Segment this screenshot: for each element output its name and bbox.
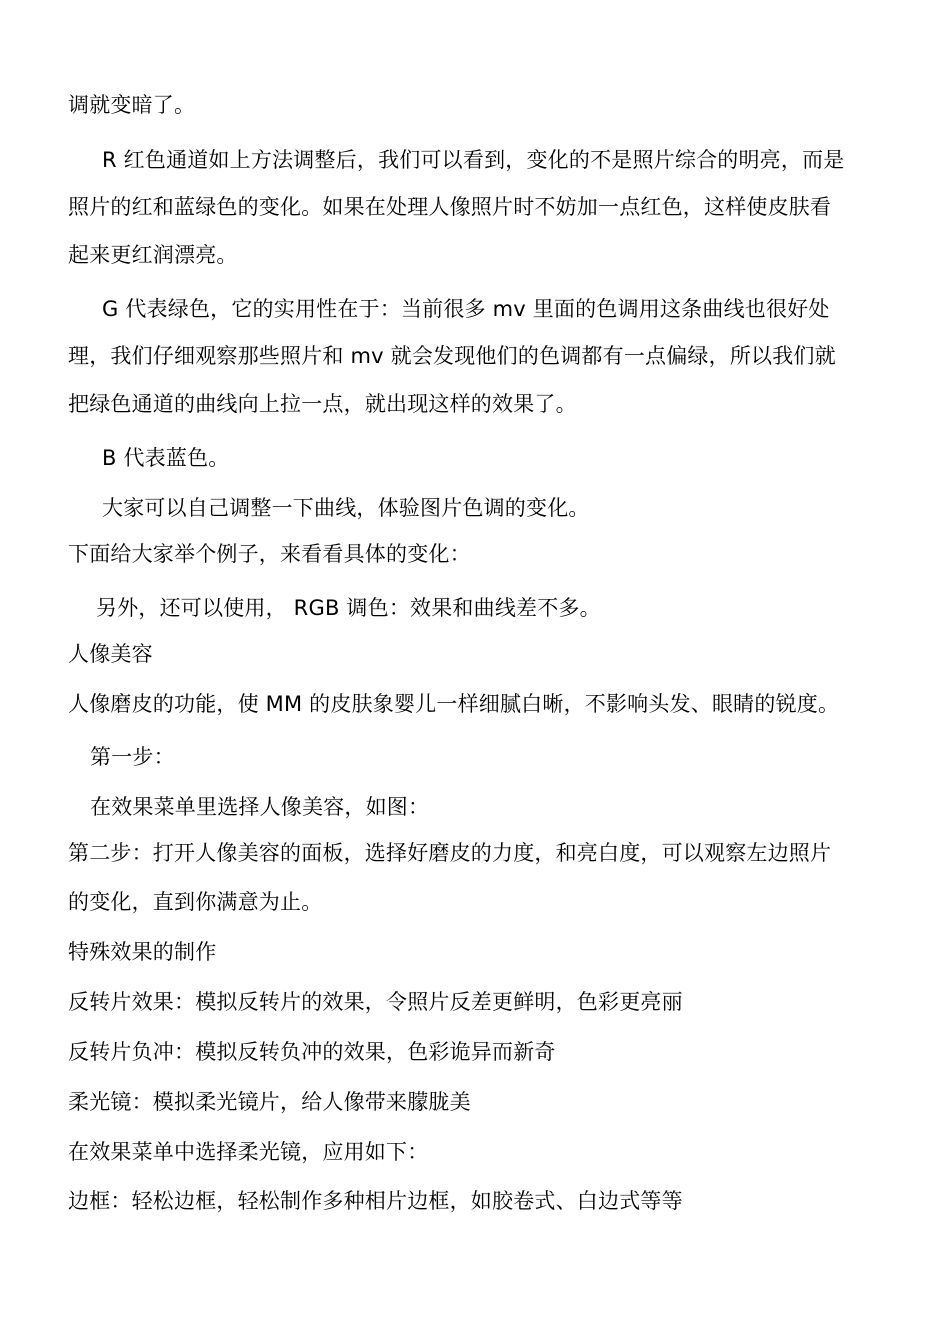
text-line: G 代表绿色，它的实用性在于：当前很多 mv 里面的色调用这条曲线也很好处 [102,297,830,321]
text-line: 下面给大家举个例子，来看看具体的变化： [68,542,471,566]
text-line: 大家可以自己调整一下曲线，体验图片色调的变化。 [102,496,590,520]
text-line: 把绿色通道的曲线向上拉一点，就出现这样的效果了。 [68,392,577,416]
text-line: 另外，还可以使用， RGB 调色：效果和曲线差不多。 [96,596,601,620]
text-line: R 红色通道如上方法调整后，我们可以看到，变化的不是照片综合的明亮，而是 [102,148,845,172]
text-line: 反转片负冲：模拟反转负冲的效果，色彩诡异而新奇 [68,1040,556,1064]
text-line: 的变化，直到你满意为止。 [68,890,323,914]
text-line: B 代表蓝色。 [102,446,230,470]
text-line: 调就变暗了。 [68,93,196,117]
text-line: 反转片效果：模拟反转片的效果，令照片反差更鲜明，色彩更亮丽 [68,990,683,1014]
text-line: 第二步：打开人像美容的面板，选择好磨皮的力度，和亮白度，可以观察左边照片 [68,841,832,865]
section-heading: 人像美容 [68,642,153,666]
text-line: 照片的红和蓝绿色的变化。如果在处理人像照片时不妨加一点红色，这样使皮肤看 [68,195,832,219]
text-line: 人像磨皮的功能，使 MM 的皮肤象婴儿一样细腻白晰，不影响头发、眼睛的锐度。 [68,692,840,716]
text-line: 在效果菜单里选择人像美容，如图： [90,795,430,819]
text-line: 起来更红润漂亮。 [68,243,238,267]
section-heading: 特殊效果的制作 [68,940,217,964]
text-line: 边框：轻松边框，轻松制作多种相片边框，如胶卷式、白边式等等 [68,1189,683,1213]
text-line: 柔光镜：模拟柔光镜片，给人像带来朦胧美 [68,1090,471,1114]
text-line: 理，我们仔细观察那些照片和 mv 就会发现他们的色调都有一点偏绿，所以我们就 [68,344,836,368]
text-line: 第一步： [90,745,175,769]
text-line: 在效果菜单中选择柔光镜，应用如下： [68,1140,429,1164]
